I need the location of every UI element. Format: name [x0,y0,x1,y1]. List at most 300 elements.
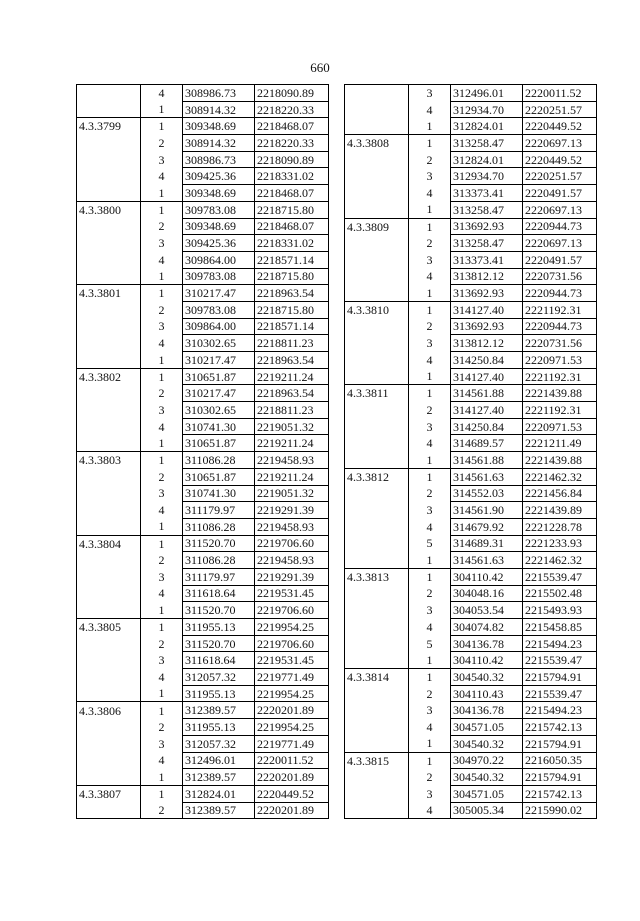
x-coordinate-cell: 313812.12 [451,268,523,285]
x-coordinate-cell: 314250.84 [451,352,523,369]
point-number-cell: 4 [409,518,451,535]
point-number-cell: 3 [141,735,183,752]
point-number-cell: 3 [409,785,451,802]
table-row [345,752,597,769]
x-coordinate-cell: 311086.28 [183,452,255,469]
parcel-id-cell [345,685,409,702]
point-number-cell: 3 [141,235,183,252]
parcel-id-cell: 4.3.3802 [77,368,141,385]
parcel-id-cell [345,602,409,619]
parcel-id-cell [345,452,409,469]
table-row [77,752,329,769]
table-row [345,268,597,285]
table-row [345,201,597,218]
point-number-cell: 4 [141,251,183,268]
parcel-id-cell [77,568,141,585]
point-number-cell: 4 [409,619,451,636]
parcel-id-cell [345,352,409,369]
x-coordinate-cell: 309864.00 [183,318,255,335]
y-coordinate-cell: 2221439.88 [523,385,597,402]
parcel-id-cell [77,585,141,602]
y-coordinate-cell: 2221462.32 [523,552,597,569]
table-row [77,418,329,435]
parcel-id-cell [77,435,141,452]
point-number-cell: 1 [409,118,451,135]
table-row [77,218,329,235]
y-coordinate-cell: 2220731.56 [523,268,597,285]
point-number-cell: 2 [409,585,451,602]
y-coordinate-cell: 2221192.31 [523,402,597,419]
parcel-id-cell [345,201,409,218]
x-coordinate-cell: 309783.08 [183,201,255,218]
table-row [345,285,597,302]
point-number-cell: 3 [409,251,451,268]
parcel-id-cell [345,552,409,569]
x-coordinate-cell: 304110.42 [451,652,523,669]
parcel-id-cell [77,602,141,619]
parcel-id-cell [77,318,141,335]
parcel-id-cell [345,151,409,168]
y-coordinate-cell: 2221228.78 [523,518,597,535]
parcel-id-cell [345,235,409,252]
x-coordinate-cell: 304970.22 [451,752,523,769]
x-coordinate-cell: 311520.70 [183,635,255,652]
point-number-cell: 3 [141,318,183,335]
table-row [345,352,597,369]
table-row [77,502,329,519]
table-row [345,669,597,686]
x-coordinate-cell: 314561.88 [451,385,523,402]
y-coordinate-cell: 2221462.32 [523,468,597,485]
table-row [345,468,597,485]
x-coordinate-cell: 312496.01 [183,752,255,769]
x-coordinate-cell: 314561.63 [451,468,523,485]
table-row [345,218,597,235]
y-coordinate-cell: 2215742.13 [523,785,597,802]
x-coordinate-cell: 312824.01 [451,151,523,168]
table-row [77,568,329,585]
table-row [77,452,329,469]
parcel-id-cell: 4.3.3805 [77,619,141,636]
point-number-cell: 4 [141,502,183,519]
x-coordinate-cell: 313258.47 [451,235,523,252]
x-coordinate-cell: 309425.36 [183,168,255,185]
point-number-cell: 3 [409,418,451,435]
point-number-cell: 4 [141,752,183,769]
point-number-cell: 2 [409,685,451,702]
table-row [77,685,329,702]
y-coordinate-cell: 2219954.25 [255,685,329,702]
point-number-cell: 2 [409,318,451,335]
x-coordinate-cell: 311955.13 [183,719,255,736]
point-number-cell: 1 [409,468,451,485]
point-number-cell: 3 [409,502,451,519]
table-row [77,318,329,335]
parcel-id-cell: 4.3.3813 [345,568,409,585]
parcel-id-cell [345,318,409,335]
y-coordinate-cell: 2221192.31 [523,368,597,385]
parcel-id-cell [345,652,409,669]
table-row [77,619,329,636]
y-coordinate-cell: 2218468.07 [255,185,329,202]
x-coordinate-cell: 313258.47 [451,201,523,218]
parcel-id-cell [77,218,141,235]
y-coordinate-cell: 2219291.39 [255,568,329,585]
point-number-cell: 5 [409,635,451,652]
x-coordinate-cell: 308986.73 [183,151,255,168]
y-coordinate-cell: 2220944.73 [523,285,597,302]
y-coordinate-cell: 2215493.93 [523,602,597,619]
x-coordinate-cell: 310302.65 [183,402,255,419]
x-coordinate-cell: 304053.54 [451,602,523,619]
table-row [77,785,329,802]
y-coordinate-cell: 2219458.93 [255,518,329,535]
parcel-id-cell [345,418,409,435]
parcel-id-cell [345,85,409,102]
y-coordinate-cell: 2216050.35 [523,752,597,769]
x-coordinate-cell: 312389.57 [183,769,255,786]
y-coordinate-cell: 2218571.14 [255,318,329,335]
x-coordinate-cell: 311618.64 [183,652,255,669]
parcel-id-cell [77,168,141,185]
table-row [345,118,597,135]
x-coordinate-cell: 310651.87 [183,468,255,485]
page-number: 660 [310,60,330,75]
y-coordinate-cell: 2220449.52 [523,151,597,168]
x-coordinate-cell: 304540.32 [451,769,523,786]
y-coordinate-cell: 2219706.60 [255,635,329,652]
parcel-id-cell [345,268,409,285]
x-coordinate-cell: 304136.78 [451,635,523,652]
x-coordinate-cell: 310651.87 [183,435,255,452]
y-coordinate-cell: 2220251.57 [523,101,597,118]
y-coordinate-cell: 2215494.23 [523,635,597,652]
point-number-cell: 1 [141,518,183,535]
x-coordinate-cell: 305005.34 [451,802,523,819]
table-row [345,652,597,669]
y-coordinate-cell: 2220201.89 [255,769,329,786]
table-row [345,101,597,118]
parcel-id-cell: 4.3.3811 [345,385,409,402]
table-row [345,168,597,185]
x-coordinate-cell: 312057.32 [183,735,255,752]
x-coordinate-cell: 310741.30 [183,418,255,435]
point-number-cell: 1 [409,552,451,569]
x-coordinate-cell: 314689.31 [451,535,523,552]
table-row [77,702,329,719]
table-row [77,802,329,819]
parcel-id-cell [345,719,409,736]
parcel-id-cell [345,635,409,652]
y-coordinate-cell: 2220449.52 [255,785,329,802]
coordinate-table-left [76,84,329,819]
point-number-cell: 4 [409,101,451,118]
x-coordinate-cell: 309783.08 [183,301,255,318]
parcel-id-cell [77,502,141,519]
x-coordinate-cell: 308914.32 [183,101,255,118]
x-coordinate-cell: 309783.08 [183,268,255,285]
parcel-id-cell: 4.3.3808 [345,135,409,152]
coordinate-table-right [344,84,597,819]
point-number-cell: 1 [409,735,451,752]
x-coordinate-cell: 314552.03 [451,485,523,502]
point-number-cell: 2 [141,135,183,152]
table-row [345,135,597,152]
parcel-id-cell [345,802,409,819]
point-number-cell: 2 [141,218,183,235]
parcel-id-cell [77,301,141,318]
table-row [345,552,597,569]
y-coordinate-cell: 2219531.45 [255,652,329,669]
parcel-id-cell: 4.3.3799 [77,118,141,135]
table-row [345,719,597,736]
y-coordinate-cell: 2215990.02 [523,802,597,819]
parcel-id-cell [345,535,409,552]
point-number-cell: 2 [141,552,183,569]
y-coordinate-cell: 2221439.88 [523,452,597,469]
point-number-cell: 2 [409,485,451,502]
y-coordinate-cell: 2220201.89 [255,802,329,819]
point-number-cell: 1 [141,452,183,469]
table-row [77,435,329,452]
parcel-id-cell [77,769,141,786]
point-number-cell: 3 [409,85,451,102]
x-coordinate-cell: 314679.92 [451,518,523,535]
y-coordinate-cell: 2220944.73 [523,218,597,235]
y-coordinate-cell: 2215502.48 [523,585,597,602]
y-coordinate-cell: 2218571.14 [255,251,329,268]
table-row [77,168,329,185]
x-coordinate-cell: 304571.05 [451,785,523,802]
parcel-id-cell [77,468,141,485]
point-number-cell: 1 [141,185,183,202]
point-number-cell: 1 [141,785,183,802]
table-row [345,385,597,402]
y-coordinate-cell: 2221233.93 [523,535,597,552]
y-coordinate-cell: 2218331.02 [255,235,329,252]
x-coordinate-cell: 311618.64 [183,585,255,602]
point-number-cell: 2 [141,635,183,652]
x-coordinate-cell: 314561.63 [451,552,523,569]
point-number-cell: 4 [141,585,183,602]
point-number-cell: 1 [409,752,451,769]
table-row [345,619,597,636]
parcel-id-cell [77,418,141,435]
y-coordinate-cell: 2218468.07 [255,118,329,135]
x-coordinate-cell: 310217.47 [183,352,255,369]
x-coordinate-cell: 314127.40 [451,368,523,385]
table-row [77,151,329,168]
y-coordinate-cell: 2215794.91 [523,769,597,786]
table-row [77,652,329,669]
point-number-cell: 1 [141,268,183,285]
parcel-id-cell: 4.3.3801 [77,285,141,302]
y-coordinate-cell: 2220449.52 [523,118,597,135]
point-number-cell: 2 [409,235,451,252]
y-coordinate-cell: 2215539.47 [523,652,597,669]
parcel-id-cell [345,435,409,452]
table-row [77,368,329,385]
y-coordinate-cell: 2218090.89 [255,85,329,102]
table-row [345,151,597,168]
table-row [345,802,597,819]
table-row [77,735,329,752]
y-coordinate-cell: 2219458.93 [255,552,329,569]
y-coordinate-cell: 2220491.57 [523,251,597,268]
y-coordinate-cell: 2220944.73 [523,318,597,335]
table-row [77,268,329,285]
point-number-cell: 2 [141,802,183,819]
parcel-id-cell [345,785,409,802]
x-coordinate-cell: 304136.78 [451,702,523,719]
point-number-cell: 1 [141,435,183,452]
table-row [77,535,329,552]
point-number-cell: 1 [409,201,451,218]
table-row [77,585,329,602]
y-coordinate-cell: 2220731.56 [523,335,597,352]
point-number-cell: 1 [141,101,183,118]
parcel-id-cell [345,368,409,385]
x-coordinate-cell: 312057.32 [183,669,255,686]
point-number-cell: 2 [141,385,183,402]
y-coordinate-cell: 2219211.24 [255,368,329,385]
x-coordinate-cell: 304110.42 [451,568,523,585]
point-number-cell: 2 [141,468,183,485]
y-coordinate-cell: 2219954.25 [255,619,329,636]
point-number-cell: 1 [141,619,183,636]
parcel-id-cell [77,402,141,419]
point-number-cell: 4 [409,352,451,369]
parcel-id-cell [77,685,141,702]
table-row [345,435,597,452]
table-row [77,301,329,318]
parcel-id-cell [77,518,141,535]
parcel-id-cell [77,719,141,736]
y-coordinate-cell: 2219706.60 [255,602,329,619]
y-coordinate-cell: 2218963.54 [255,385,329,402]
y-coordinate-cell: 2215794.91 [523,735,597,752]
point-number-cell: 2 [409,151,451,168]
table-row [345,518,597,535]
y-coordinate-cell: 2218220.33 [255,135,329,152]
parcel-id-cell [77,235,141,252]
x-coordinate-cell: 314250.84 [451,418,523,435]
parcel-id-cell [77,802,141,819]
x-coordinate-cell: 312824.01 [183,785,255,802]
point-number-cell: 1 [141,118,183,135]
x-coordinate-cell: 313373.41 [451,185,523,202]
parcel-id-cell [345,285,409,302]
point-number-cell: 3 [409,168,451,185]
table-row [77,635,329,652]
x-coordinate-cell: 310302.65 [183,335,255,352]
y-coordinate-cell: 2219211.24 [255,435,329,452]
point-number-cell: 2 [409,402,451,419]
x-coordinate-cell: 311955.13 [183,685,255,702]
x-coordinate-cell: 304540.32 [451,669,523,686]
point-number-cell: 4 [409,719,451,736]
parcel-id-cell: 4.3.3812 [345,468,409,485]
y-coordinate-cell: 2220011.52 [523,85,597,102]
y-coordinate-cell: 2220697.13 [523,135,597,152]
x-coordinate-cell: 312389.57 [183,702,255,719]
point-number-cell: 1 [409,368,451,385]
parcel-id-cell: 4.3.3814 [345,669,409,686]
x-coordinate-cell: 309348.69 [183,118,255,135]
table-row [77,468,329,485]
point-number-cell: 3 [409,602,451,619]
point-number-cell: 1 [409,218,451,235]
y-coordinate-cell: 2218715.80 [255,201,329,218]
table-row [345,585,597,602]
x-coordinate-cell: 312389.57 [183,802,255,819]
y-coordinate-cell: 2218331.02 [255,168,329,185]
x-coordinate-cell: 311086.28 [183,552,255,569]
table-row [77,201,329,218]
x-coordinate-cell: 312934.70 [451,101,523,118]
point-number-cell: 3 [141,402,183,419]
x-coordinate-cell: 313812.12 [451,335,523,352]
point-number-cell: 4 [141,669,183,686]
y-coordinate-cell: 2219771.49 [255,735,329,752]
parcel-id-cell [77,735,141,752]
table-row [345,452,597,469]
table-row [77,719,329,736]
table-row [345,769,597,786]
parcel-id-cell: 4.3.3815 [345,752,409,769]
point-number-cell: 3 [141,485,183,502]
x-coordinate-cell: 314127.40 [451,301,523,318]
y-coordinate-cell: 2218468.07 [255,218,329,235]
point-number-cell: 1 [409,135,451,152]
y-coordinate-cell: 2219051.32 [255,418,329,435]
x-coordinate-cell: 310217.47 [183,385,255,402]
point-number-cell: 4 [141,335,183,352]
table-row [77,518,329,535]
y-coordinate-cell: 2218811.23 [255,402,329,419]
point-number-cell: 1 [141,352,183,369]
y-coordinate-cell: 2215494.23 [523,702,597,719]
parcel-id-cell [77,352,141,369]
point-number-cell: 1 [141,201,183,218]
table-row [345,251,597,268]
point-number-cell: 4 [409,268,451,285]
point-number-cell: 1 [141,285,183,302]
table-row [77,251,329,268]
parcel-id-cell [77,485,141,502]
y-coordinate-cell: 2218811.23 [255,335,329,352]
parcel-id-cell [77,552,141,569]
y-coordinate-cell: 2220491.57 [523,185,597,202]
point-number-cell: 4 [409,185,451,202]
x-coordinate-cell: 310741.30 [183,485,255,502]
table-row [345,635,597,652]
point-number-cell: 5 [409,535,451,552]
parcel-id-cell [345,101,409,118]
parcel-id-cell [345,702,409,719]
y-coordinate-cell: 2221439.89 [523,502,597,519]
table-row [345,235,597,252]
x-coordinate-cell: 310217.47 [183,285,255,302]
parcel-id-cell [77,268,141,285]
table-row [345,418,597,435]
parcel-id-cell: 4.3.3810 [345,301,409,318]
parcel-id-cell [345,251,409,268]
parcel-id-cell [77,669,141,686]
y-coordinate-cell: 2218220.33 [255,101,329,118]
x-coordinate-cell: 314127.40 [451,402,523,419]
table-row [345,502,597,519]
